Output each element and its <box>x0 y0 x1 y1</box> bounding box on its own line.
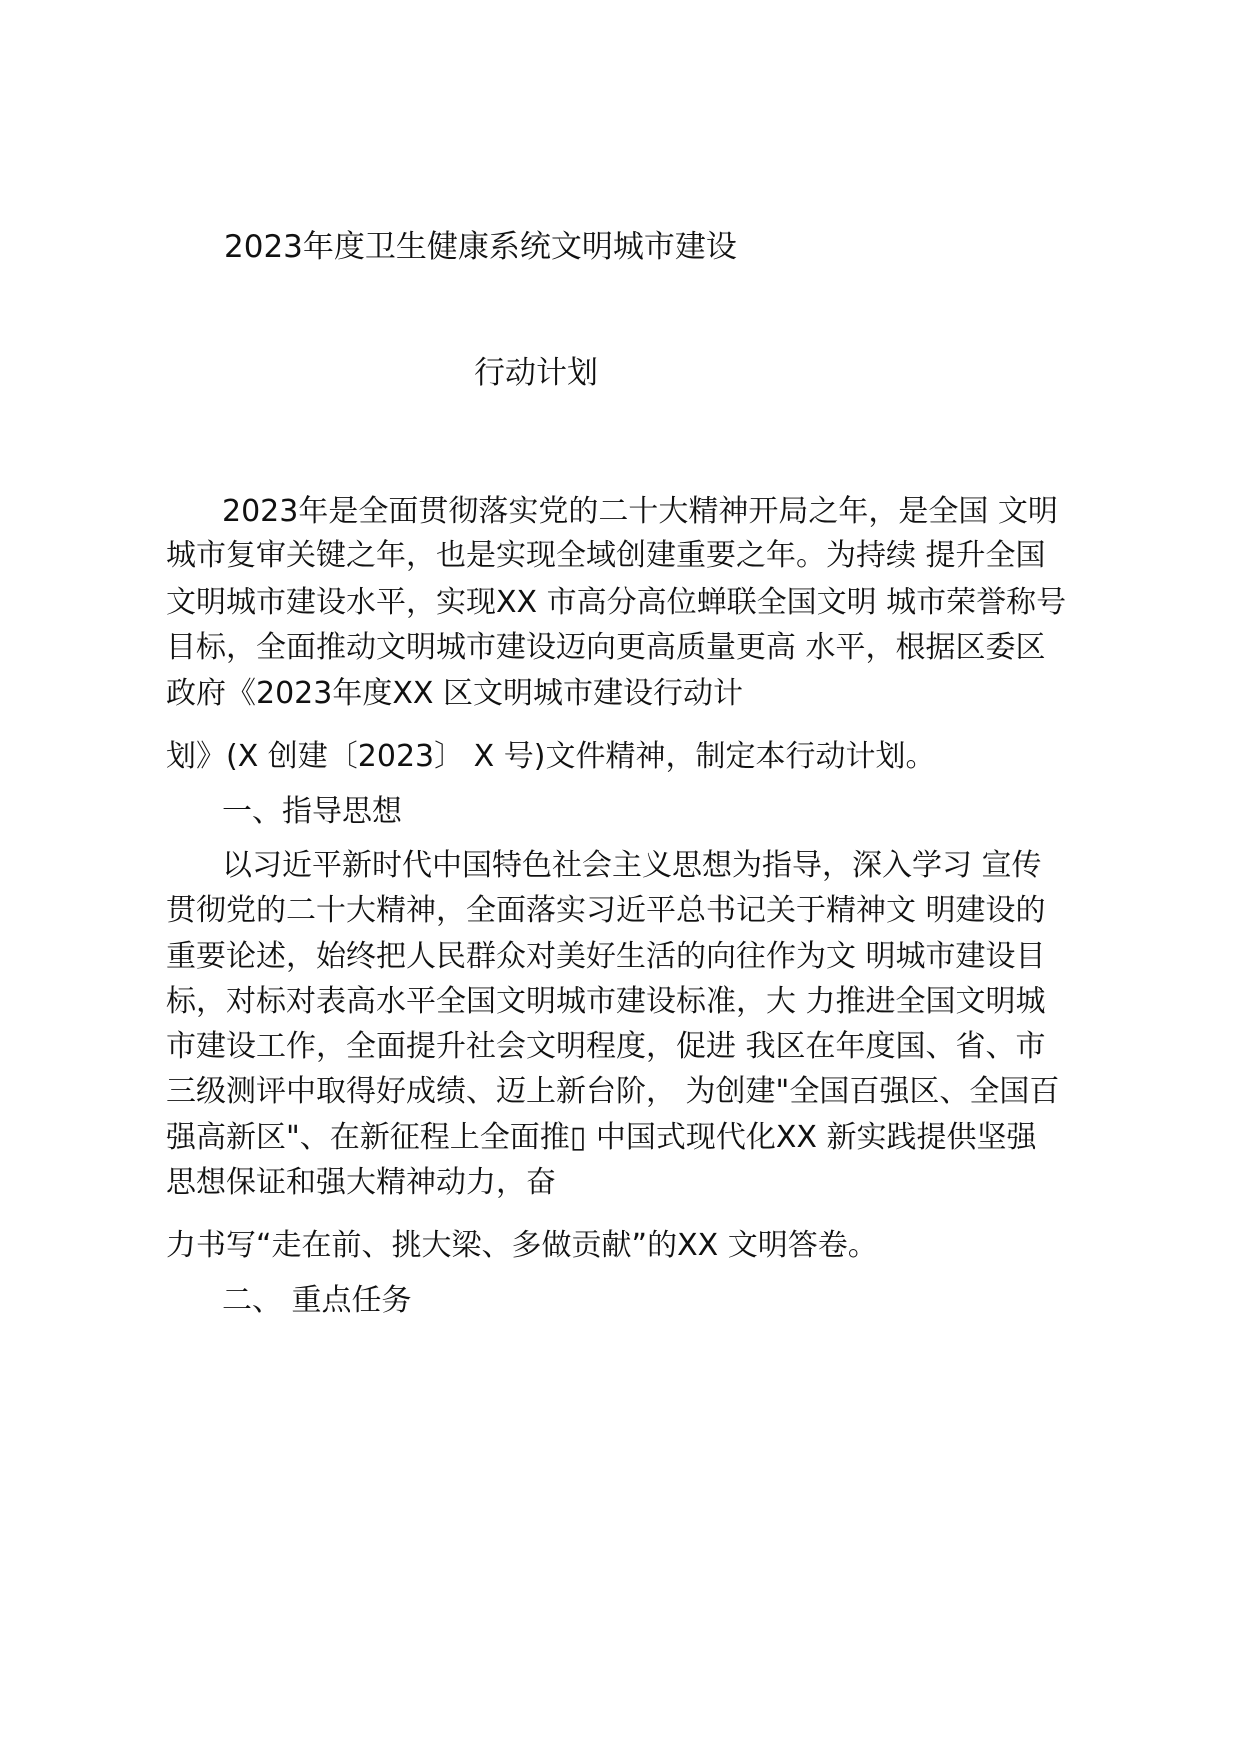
paragraph-line: 重要论述，始终把人民群众对美好生活的向往作为文 明城市建设目 <box>166 939 1046 974</box>
paragraph-line: 三级测评中取得好成绩、迈上新台阶， 为创建"全国百强区、全国百 <box>166 1074 1060 1109</box>
paragraph-line: 贯彻党的二十大精神，全面落实习近平总书记关于精神文 明建设的 <box>166 893 1046 928</box>
section-heading-guiding-ideology: 一、指导思想 <box>222 794 402 829</box>
intro-line: 划》(X 创建〔2023〕 X 号)文件精神，制定本行动计划。 <box>166 739 936 774</box>
document-title-line-1: 2023年度卫生健康系统文明城市建设 <box>224 229 737 265</box>
intro-line: 2023年是全面贯彻落实党的二十大精神开局之年，是全国 文明 <box>222 494 1058 529</box>
paragraph-line: 强高新区"、在新征程上全面推▯ 中国式现代化XX 新实践提供坚强 <box>166 1120 1037 1155</box>
section-heading-key-tasks: 二、 重点任务 <box>222 1283 412 1318</box>
paragraph-line: 市建设工作，全面提升社会文明程度，促进 我区在年度国、省、市 <box>166 1029 1046 1064</box>
paragraph-line: 思想保证和强大精神动力，奋 <box>166 1165 556 1200</box>
document-title-line-2: 行动计划 <box>474 355 598 391</box>
intro-line: 城市复审关键之年，也是实现全域创建重要之年。为持续 提升全国 <box>166 538 1046 573</box>
intro-line: 目标，全面推动文明城市建设迈向更高质量更高 水平，根据区委区 <box>166 630 1046 665</box>
paragraph-line: 以习近平新时代中国特色社会主义思想为指导，深入学习 宣传 <box>222 848 1042 883</box>
intro-line: 政府《2023年度XX 区文明城市建设行动计 <box>166 676 743 711</box>
paragraph-line: 力书写“走在前、挑大梁、多做贡献”的XX 文明答卷。 <box>166 1228 878 1263</box>
intro-line: 文明城市建设水平，实现XX 市高分高位蝉联全国文明 城市荣誉称号 <box>166 585 1067 620</box>
paragraph-line: 标，对标对表高水平全国文明城市建设标准，大 力推进全国文明城 <box>166 984 1046 1019</box>
